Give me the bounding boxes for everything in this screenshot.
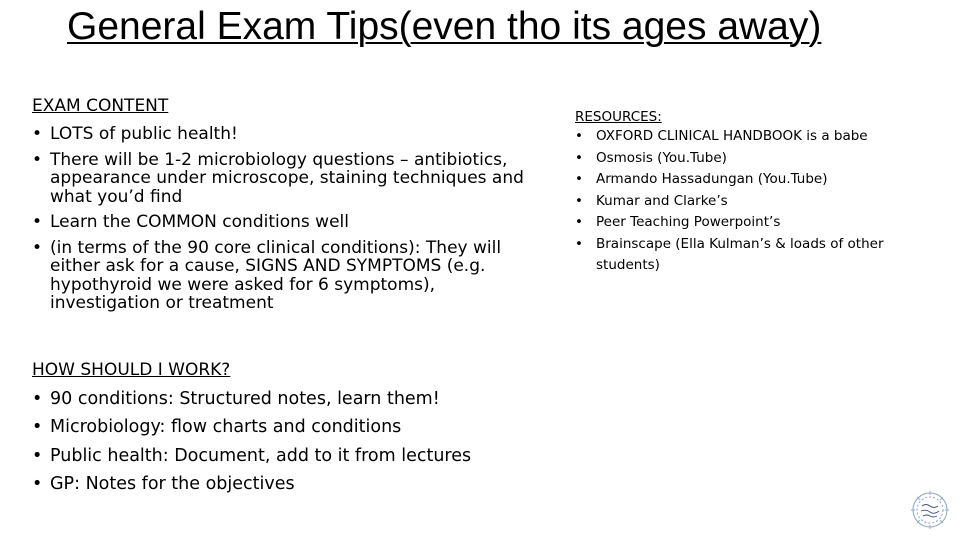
list-item: • 90 conditions: Structured notes, learn them! — [32, 389, 552, 410]
list-item: • OXFORD CLINICAL HANDBOOK is a babe — [575, 126, 920, 148]
how-should-i-work-section — [32, 360, 552, 495]
resources-section — [575, 109, 920, 277]
list-item: • Kumar and Clarke’s — [575, 191, 920, 213]
list-item: • Peer Teaching Powerpoint’s — [575, 212, 920, 234]
list-item: • Public health: Document, add to it from lectures — [32, 446, 552, 467]
list-item: • Microbiology: flow charts and conditions — [32, 417, 552, 438]
resources-heading: RESOURCES: — [575, 109, 662, 125]
list-item: • (in terms of the 90 core clinical conditions): They will either ask for a cause, SIGNS AND SYMPTOMS (e.g. hypothyroid we were asked for 6 symptoms), investigation or treatment — [32, 239, 532, 313]
list-item: • Osmosis (You.Tube) — [575, 148, 920, 170]
how-should-i-work-list — [32, 389, 552, 496]
list-item: • Learn the COMMON conditions well — [32, 213, 532, 232]
list-item: • GP: Notes for the objectives — [32, 474, 552, 495]
resources-list — [575, 126, 920, 277]
exam-content-heading: EXAM CONTENT — [32, 96, 169, 116]
list-item: • LOTS of public health! — [32, 125, 532, 144]
list-item: • There will be 1-2 microbiology questions – antibiotics, appearance under microscope, staining techniques and what you’d find — [32, 151, 532, 207]
seal-logo-icon — [908, 490, 952, 530]
exam-content-section — [32, 96, 532, 313]
list-item: • Brainscape (Ella Kulman’s & loads of other students) — [575, 234, 920, 277]
list-item: • Armando Hassadungan (You.Tube) — [575, 169, 920, 191]
exam-content-list — [32, 125, 532, 313]
slide-title: General Exam Tips(even tho its ages away) — [67, 5, 822, 48]
how-should-i-work-heading: HOW SHOULD I WORK? — [32, 360, 231, 380]
